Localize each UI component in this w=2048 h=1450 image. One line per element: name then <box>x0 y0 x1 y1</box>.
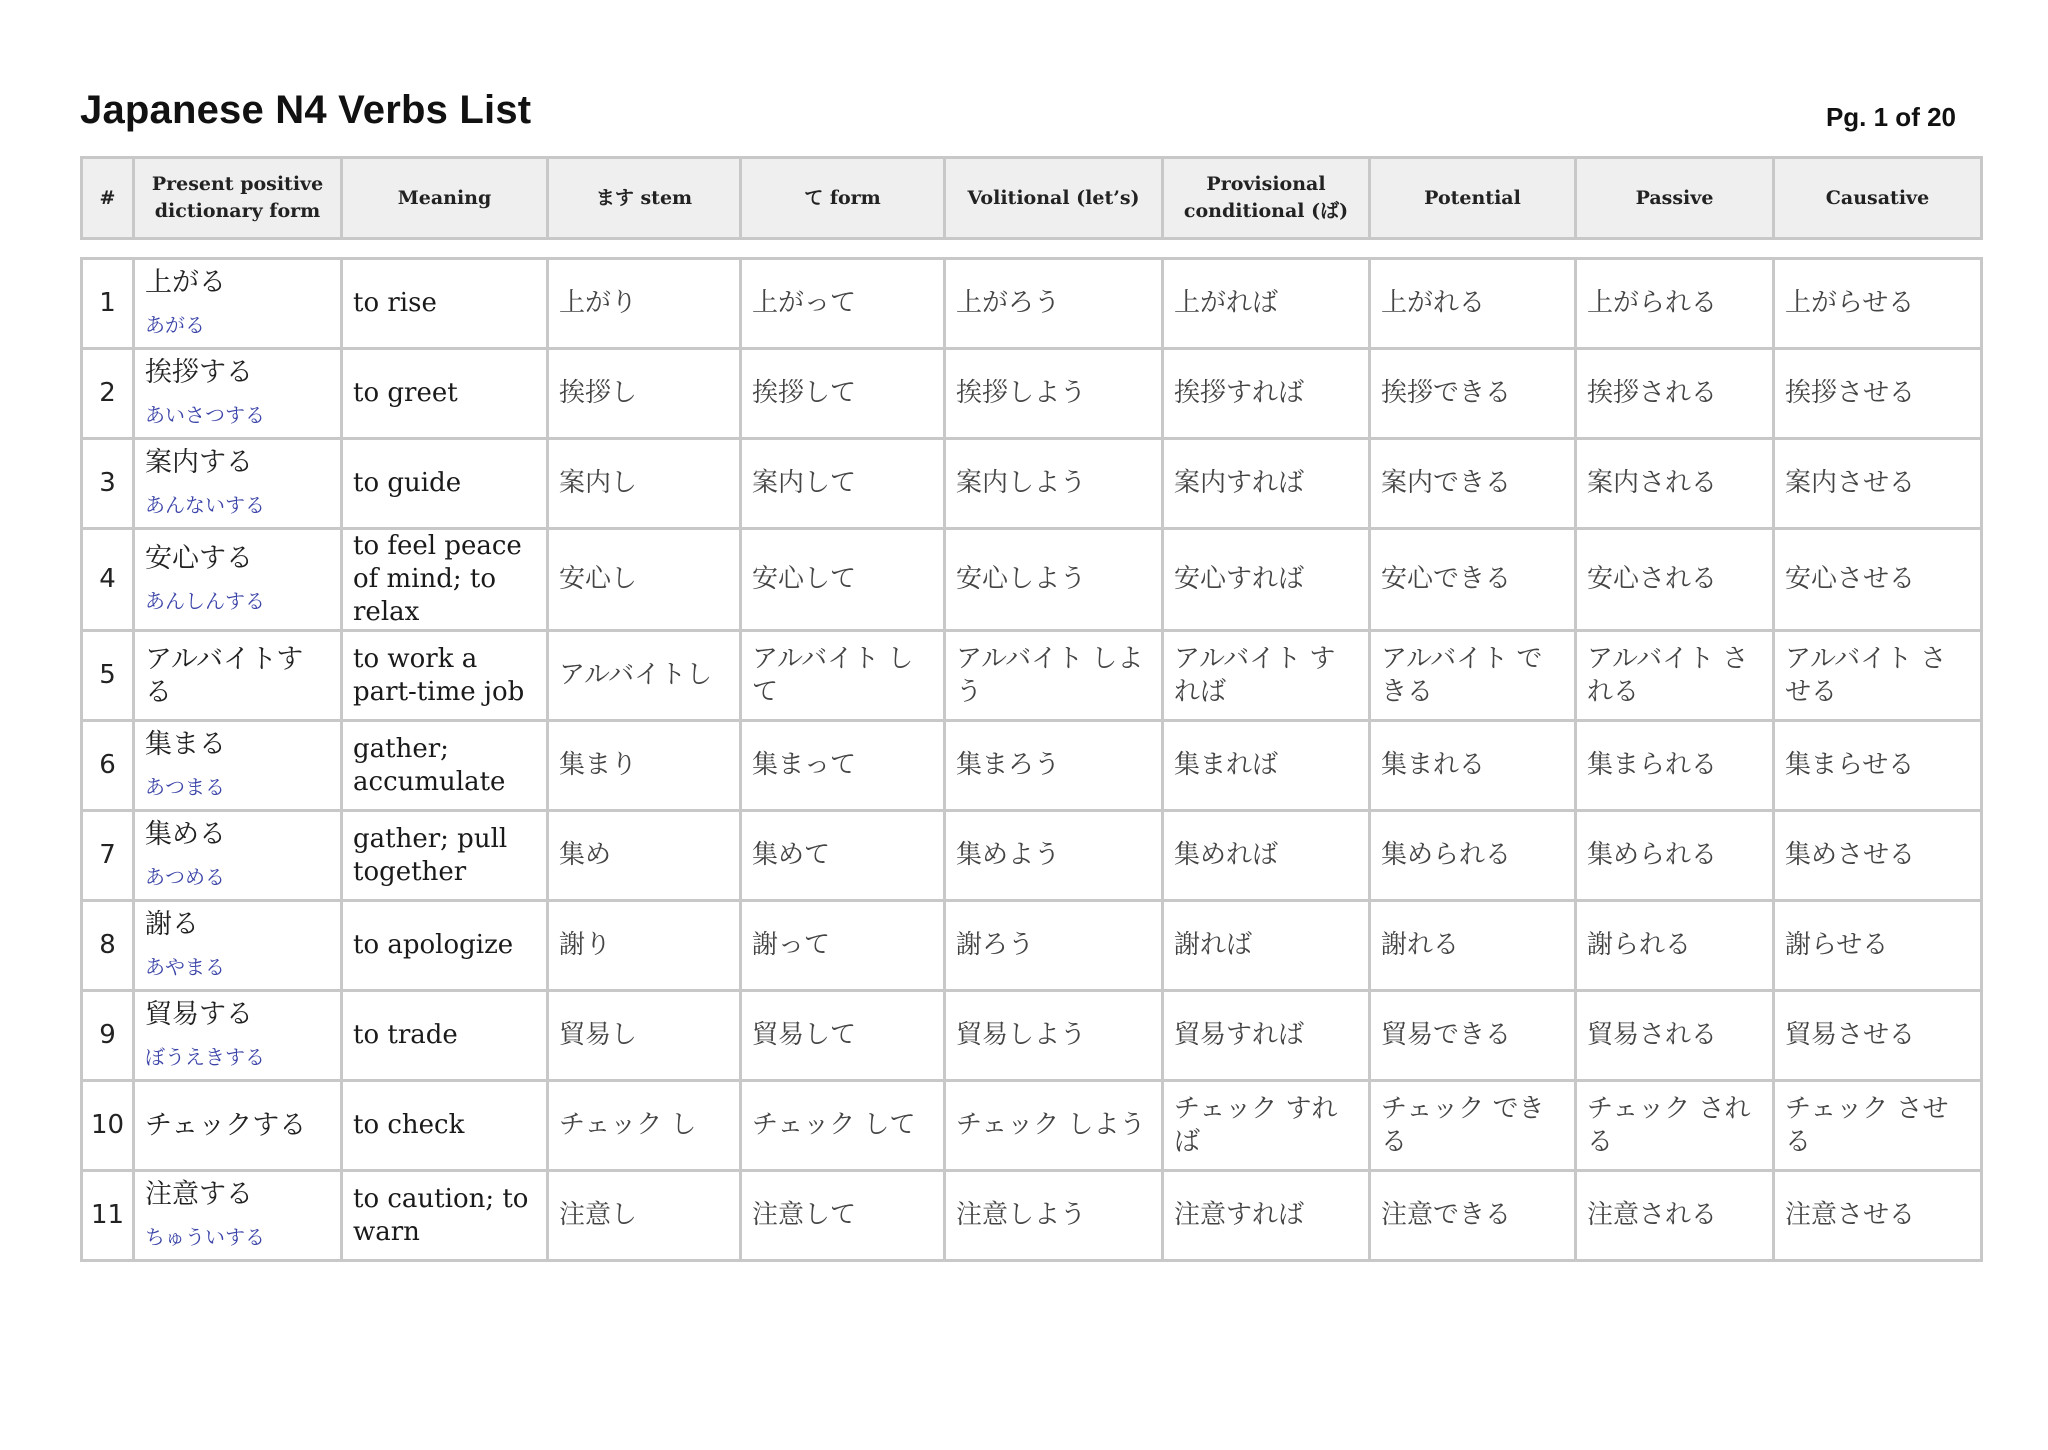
cell-te-form: アルバイト して <box>741 631 945 721</box>
cell-potential: 挨拶できる <box>1370 349 1576 439</box>
cell-provisional: 安心すれば <box>1163 529 1370 631</box>
cell-volitional: 安心しよう <box>945 529 1163 631</box>
cell-dictionary-form <box>134 721 342 811</box>
cell-meaning: to feel peace of mind; to relax <box>342 529 548 631</box>
cell-dictionary-form <box>134 529 342 631</box>
cell-causative: 上がらせる <box>1774 259 1982 349</box>
column-header-provisional: Provisional conditional (ば) <box>1163 158 1370 239</box>
cell-provisional: 注意すれば <box>1163 1171 1370 1261</box>
table-row <box>82 631 1982 721</box>
column-header-passive: Passive <box>1576 158 1774 239</box>
cell-dictionary-form <box>134 349 342 439</box>
cell-volitional: 貿易しよう <box>945 991 1163 1081</box>
cell-potential: 安心できる <box>1370 529 1576 631</box>
cell-causative: 貿易させる <box>1774 991 1982 1081</box>
column-header-te-form: て form <box>741 158 945 239</box>
cell-causative: 安心させる <box>1774 529 1982 631</box>
cell-volitional: 注意しよう <box>945 1171 1163 1261</box>
cell-masu-stem: アルバイトし <box>548 631 741 721</box>
dictionary-form-text: 謝る <box>145 908 199 940</box>
cell-masu-stem: 集め <box>548 811 741 901</box>
verbs-table-header <box>80 156 1983 240</box>
reading-text: あんしんする <box>145 588 265 613</box>
reading-text: あつめる <box>145 864 225 889</box>
table-row <box>82 1081 1982 1171</box>
cell-meaning: to check <box>342 1081 548 1171</box>
cell-provisional: 集まれば <box>1163 721 1370 811</box>
dictionary-form-text: 上がる <box>145 266 226 298</box>
cell-passive: 集められる <box>1576 811 1774 901</box>
cell-dictionary-form <box>134 991 342 1081</box>
reading-text: あやまる <box>145 954 225 979</box>
cell-number: 5 <box>82 631 134 721</box>
cell-provisional: 上がれば <box>1163 259 1370 349</box>
cell-provisional: チェック すれば <box>1163 1081 1370 1171</box>
cell-causative: 集まらせる <box>1774 721 1982 811</box>
cell-dictionary-form <box>134 631 342 721</box>
cell-dictionary-form <box>134 1171 342 1261</box>
cell-masu-stem: 貿易し <box>548 991 741 1081</box>
cell-potential: 注意できる <box>1370 1171 1576 1261</box>
cell-meaning: gather; pull together <box>342 811 548 901</box>
cell-causative: 謝らせる <box>1774 901 1982 991</box>
cell-number: 11 <box>82 1171 134 1261</box>
cell-provisional: 貿易すれば <box>1163 991 1370 1081</box>
dictionary-form-text: チェックする <box>145 1110 307 1141</box>
column-header-meaning: Meaning <box>342 158 548 239</box>
table-row <box>82 259 1982 349</box>
cell-dictionary-form <box>134 439 342 529</box>
dictionary-form-text: 貿易する <box>145 998 253 1030</box>
cell-provisional: 案内すれば <box>1163 439 1370 529</box>
reading-text: あつまる <box>145 774 225 799</box>
dictionary-form-text: アルバイトする <box>145 643 304 708</box>
cell-potential: チェック できる <box>1370 1081 1576 1171</box>
cell-passive: 謝られる <box>1576 901 1774 991</box>
cell-masu-stem: 案内し <box>548 439 741 529</box>
cell-te-form: 上がって <box>741 259 945 349</box>
cell-masu-stem: 挨拶し <box>548 349 741 439</box>
cell-passive: 上がられる <box>1576 259 1774 349</box>
table-row <box>82 349 1982 439</box>
cell-dictionary-form <box>134 901 342 991</box>
cell-number: 9 <box>82 991 134 1081</box>
page-number: Pg. 1 of 20 <box>1825 102 1956 132</box>
cell-dictionary-form <box>134 259 342 349</box>
cell-meaning: to trade <box>342 991 548 1081</box>
cell-passive: 案内される <box>1576 439 1774 529</box>
table-row <box>82 721 1982 811</box>
cell-passive: チェック される <box>1576 1081 1774 1171</box>
column-header-potential: Potential <box>1370 158 1576 239</box>
cell-meaning: to apologize <box>342 901 548 991</box>
cell-number: 8 <box>82 901 134 991</box>
cell-te-form: 安心して <box>741 529 945 631</box>
cell-te-form: 集めて <box>741 811 945 901</box>
cell-volitional: 上がろう <box>945 259 1163 349</box>
reading-text: ぼうえきする <box>145 1044 265 1069</box>
cell-provisional: 集めれば <box>1163 811 1370 901</box>
cell-potential: 貿易できる <box>1370 991 1576 1081</box>
cell-te-form: チェック して <box>741 1081 945 1171</box>
dictionary-form-text: 注意する <box>145 1178 253 1210</box>
column-header-masu-stem: ます stem <box>548 158 741 239</box>
column-header-causative: Causative <box>1774 158 1982 239</box>
cell-provisional: 謝れば <box>1163 901 1370 991</box>
cell-passive: アルバイト される <box>1576 631 1774 721</box>
cell-causative: チェック させる <box>1774 1081 1982 1171</box>
cell-causative: 注意させる <box>1774 1171 1982 1261</box>
cell-passive: 挨拶される <box>1576 349 1774 439</box>
reading-text: あんないする <box>145 492 265 517</box>
cell-passive: 安心される <box>1576 529 1774 631</box>
cell-te-form: 注意して <box>741 1171 945 1261</box>
cell-volitional: 集まろう <box>945 721 1163 811</box>
table-row <box>82 811 1982 901</box>
cell-te-form: 集まって <box>741 721 945 811</box>
cell-potential: 謝れる <box>1370 901 1576 991</box>
cell-meaning: to work a part-time job <box>342 631 548 721</box>
cell-te-form: 謝って <box>741 901 945 991</box>
cell-passive: 注意される <box>1576 1171 1774 1261</box>
cell-potential: 案内できる <box>1370 439 1576 529</box>
cell-meaning: to caution; to warn <box>342 1171 548 1261</box>
cell-volitional: 挨拶しよう <box>945 349 1163 439</box>
cell-potential: アルバイト できる <box>1370 631 1576 721</box>
dictionary-form-text: 集まる <box>145 728 226 760</box>
column-header-number: # <box>82 158 134 239</box>
cell-number: 1 <box>82 259 134 349</box>
cell-dictionary-form <box>134 811 342 901</box>
cell-causative: 集めさせる <box>1774 811 1982 901</box>
page-title: Japanese N4 Verbs List <box>80 88 532 132</box>
cell-masu-stem: 集まり <box>548 721 741 811</box>
cell-passive: 集まられる <box>1576 721 1774 811</box>
cell-causative: 挨拶させる <box>1774 349 1982 439</box>
cell-causative: アルバイト させる <box>1774 631 1982 721</box>
cell-masu-stem: チェック し <box>548 1081 741 1171</box>
cell-number: 4 <box>82 529 134 631</box>
cell-provisional: 挨拶すれば <box>1163 349 1370 439</box>
reading-text: あいさつする <box>145 402 265 427</box>
cell-volitional: 謝ろう <box>945 901 1163 991</box>
cell-volitional: 案内しよう <box>945 439 1163 529</box>
cell-masu-stem: 注意し <box>548 1171 741 1261</box>
table-row <box>82 991 1982 1081</box>
verbs-table <box>80 257 1983 1262</box>
cell-potential: 集まれる <box>1370 721 1576 811</box>
cell-masu-stem: 上がり <box>548 259 741 349</box>
cell-number: 6 <box>82 721 134 811</box>
cell-meaning: to greet <box>342 349 548 439</box>
cell-volitional: アルバイト しよう <box>945 631 1163 721</box>
dictionary-form-text: 集める <box>145 818 226 850</box>
cell-meaning: gather; accumulate <box>342 721 548 811</box>
cell-volitional: 集めよう <box>945 811 1163 901</box>
cell-masu-stem: 安心し <box>548 529 741 631</box>
cell-te-form: 貿易して <box>741 991 945 1081</box>
table-row <box>82 901 1982 991</box>
cell-dictionary-form <box>134 1081 342 1171</box>
table-row <box>82 439 1982 529</box>
column-header-dictionary-form: Present positive dictionary form <box>134 158 342 239</box>
cell-meaning: to guide <box>342 439 548 529</box>
cell-masu-stem: 謝り <box>548 901 741 991</box>
cell-potential: 集められる <box>1370 811 1576 901</box>
dictionary-form-text: 案内する <box>145 446 253 478</box>
cell-te-form: 挨拶して <box>741 349 945 439</box>
column-header-volitional: Volitional (let’s) <box>945 158 1163 239</box>
dictionary-form-text: 挨拶する <box>145 356 253 388</box>
cell-number: 7 <box>82 811 134 901</box>
cell-number: 2 <box>82 349 134 439</box>
table-row <box>82 529 1982 631</box>
cell-passive: 貿易される <box>1576 991 1774 1081</box>
cell-causative: 案内させる <box>1774 439 1982 529</box>
cell-number: 10 <box>82 1081 134 1171</box>
cell-number: 3 <box>82 439 134 529</box>
cell-meaning: to rise <box>342 259 548 349</box>
cell-volitional: チェック しよう <box>945 1081 1163 1171</box>
cell-provisional: アルバイト すれば <box>1163 631 1370 721</box>
reading-text: あがる <box>145 312 205 337</box>
cell-te-form: 案内して <box>741 439 945 529</box>
table-row <box>82 1171 1982 1261</box>
cell-potential: 上がれる <box>1370 259 1576 349</box>
dictionary-form-text: 安心する <box>145 542 253 574</box>
reading-text: ちゅういする <box>145 1224 265 1249</box>
